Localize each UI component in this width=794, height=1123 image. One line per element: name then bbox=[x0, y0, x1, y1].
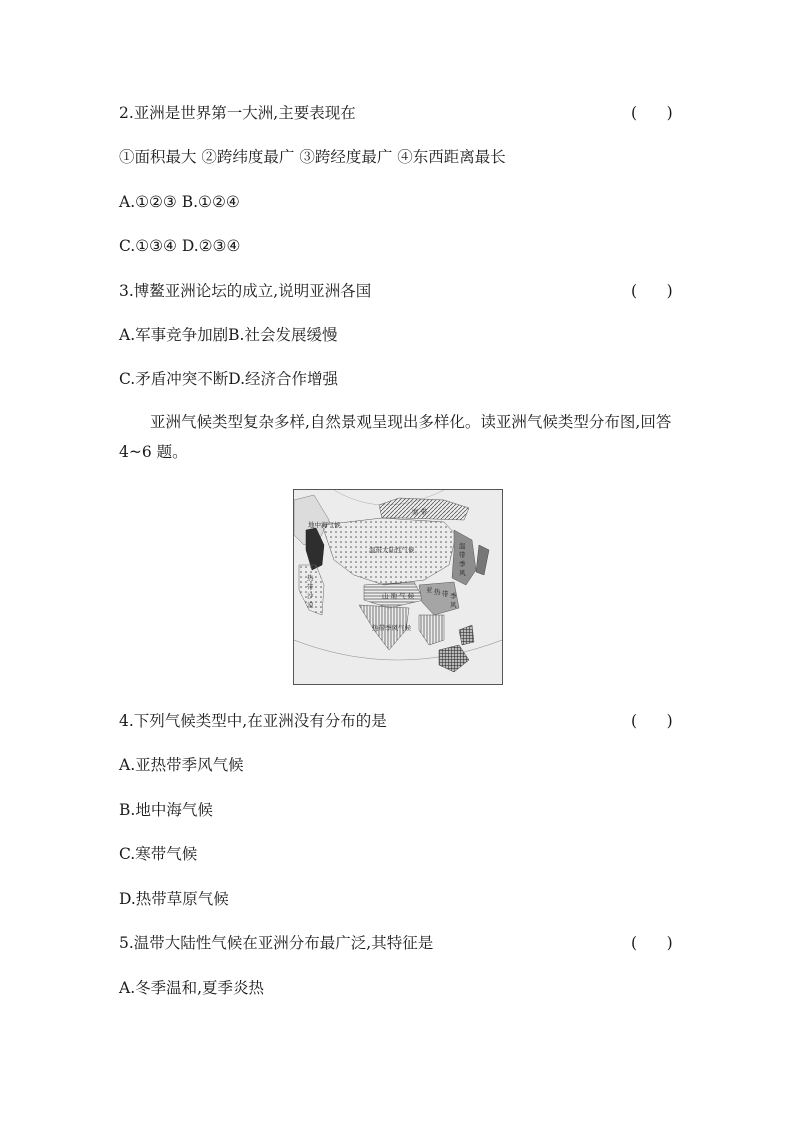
q4-option-a: A.亚热带季风气候 bbox=[119, 756, 244, 774]
q4-stem: 4.下列气候类型中,在亚洲没有分布的是 bbox=[119, 712, 387, 730]
q2-options-cd: C.①③④ D.②③④ bbox=[119, 237, 241, 255]
q2-statements: ①面积最大 ②跨纬度最广 ③跨经度最广 ④东西距离最长 bbox=[119, 148, 506, 166]
tropical-monsoon-sea bbox=[419, 615, 444, 645]
label-tropical-monsoon: 热带季风气候 bbox=[372, 624, 411, 632]
q3-options-cd: C.矛盾冲突不断D.经济合作增强 bbox=[119, 370, 339, 388]
asia-climate-map bbox=[293, 489, 503, 685]
q4-option-c: C.寒带气候 bbox=[119, 845, 198, 863]
q2-stem: 2.亚洲是世界第一大洲,主要表现在 bbox=[119, 104, 356, 122]
q3-answer-paren: ( ) bbox=[631, 282, 673, 300]
label-subtropical-2: 热 bbox=[434, 588, 441, 596]
q3-stem: 3.博鳌亚洲论坛的成立,说明亚洲各国 bbox=[119, 282, 372, 300]
japan-landmass bbox=[476, 545, 489, 575]
q3-options-ab: A.军事竞争加剧B.社会发展缓慢 bbox=[119, 326, 338, 344]
label-desert-3: 沙 bbox=[307, 592, 314, 600]
q4-option-d: D.热带草原气候 bbox=[119, 890, 229, 908]
q5-answer-paren: ( ) bbox=[631, 934, 673, 952]
label-tundra: 寒 带 bbox=[412, 508, 428, 516]
philippines-landmass bbox=[459, 625, 474, 645]
label-mediterranean: 地中海气候 bbox=[308, 521, 341, 529]
q2-answer-paren: ( ) bbox=[631, 104, 673, 122]
label-highland: 山 地 气 候 bbox=[382, 592, 415, 600]
label-temperate-monsoon-1: 温 bbox=[459, 542, 466, 550]
label-subtropical-3: 带 bbox=[442, 590, 449, 598]
intro-paragraph: 亚洲气候类型复杂多样,自然景观呈现出多样化。读亚洲气候类型分布图,回答 4~6 题。 bbox=[119, 413, 672, 461]
q4-answer-paren: ( ) bbox=[631, 712, 673, 730]
label-temperate-monsoon-2: 带 bbox=[459, 551, 466, 559]
q2-options-ab: A.①②③ B.①②④ bbox=[119, 193, 240, 211]
label-temperate-continental: 温带大陆性气候 bbox=[369, 546, 415, 554]
label-desert-4: 漠 bbox=[307, 601, 314, 609]
label-subtropical-4: 季 bbox=[450, 592, 457, 600]
label-temperate-monsoon-3: 季 bbox=[459, 560, 466, 568]
map-graphic bbox=[294, 490, 502, 684]
rainforest-islands bbox=[439, 645, 469, 672]
label-desert-1: 热 bbox=[307, 574, 314, 582]
label-desert-2: 带 bbox=[307, 583, 314, 591]
label-subtropical-1: 亚 bbox=[426, 586, 433, 594]
q4-option-b: B.地中海气候 bbox=[119, 801, 213, 819]
q5-option-a: A.冬季温和,夏季炎热 bbox=[119, 979, 265, 997]
label-temperate-monsoon-4: 风 bbox=[459, 569, 466, 577]
label-subtropical-5: 风 bbox=[450, 601, 457, 609]
q5-stem: 5.温带大陆性气候在亚洲分布最广泛,其特征是 bbox=[119, 934, 434, 952]
